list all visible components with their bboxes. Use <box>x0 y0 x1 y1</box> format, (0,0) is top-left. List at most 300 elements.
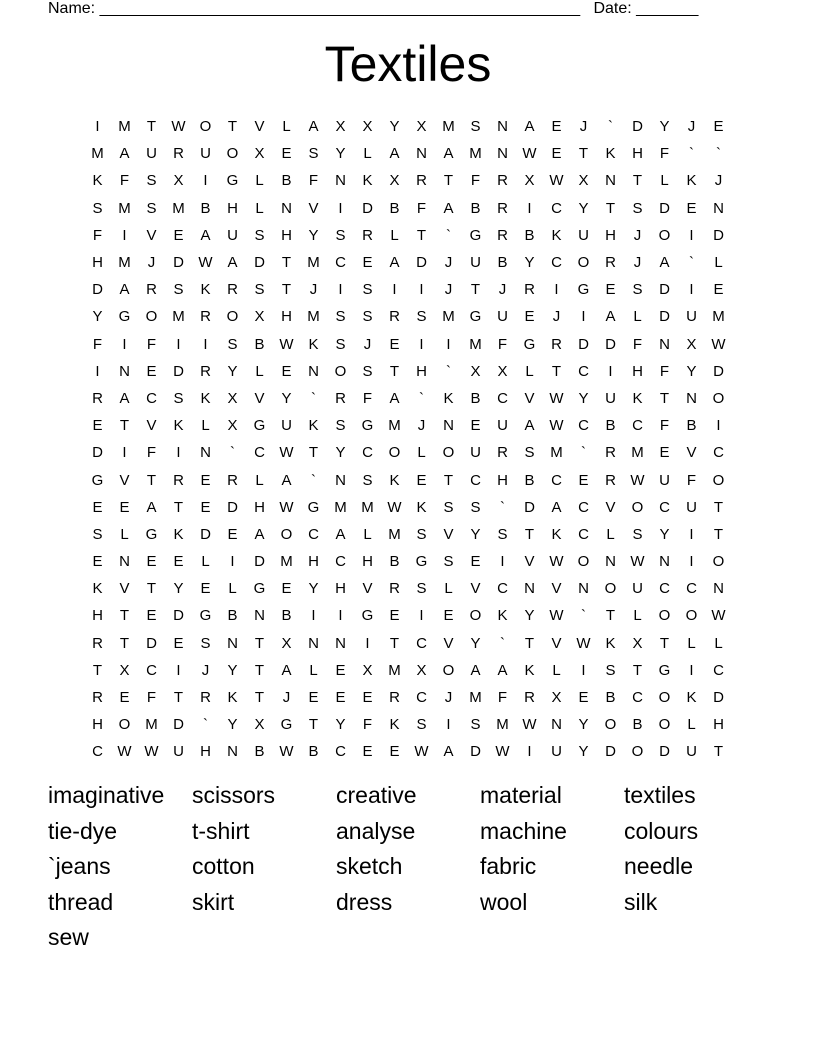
grid-letter: C <box>632 689 643 707</box>
grid-letter: M <box>712 308 725 326</box>
grid-letter: M <box>469 689 482 707</box>
grid-letter: D <box>659 743 670 761</box>
grid-letter: M <box>388 525 401 543</box>
grid-letter: S <box>470 498 481 516</box>
grid-letter: V <box>119 580 130 598</box>
grid-letter: K <box>686 172 697 190</box>
grid-letter: G <box>253 580 266 598</box>
grid-letter: E <box>686 199 697 217</box>
grid-letter: V <box>362 580 373 598</box>
grid-letter: E <box>551 118 562 136</box>
grid-letter: Y <box>524 254 535 272</box>
grid-letter: R <box>173 471 184 489</box>
grid-row <box>84 195 732 222</box>
grid-letter: N <box>308 362 319 380</box>
date-blank[interactable]: _______ <box>636 0 699 17</box>
grid-letter: D <box>470 743 481 761</box>
grid-letter: O <box>118 716 131 734</box>
grid-letter: Y <box>578 199 589 217</box>
grid-letter: Y <box>227 716 238 734</box>
grid-letter: B <box>686 417 697 435</box>
grid-letter: I <box>230 553 235 571</box>
grid-letter: M <box>496 716 509 734</box>
grid-letter: O <box>658 226 671 244</box>
grid-letter: O <box>280 525 293 543</box>
grid-letter: V <box>443 525 454 543</box>
grid-letter: O <box>199 118 212 136</box>
grid-letter: E <box>335 661 346 679</box>
grid-letter: R <box>389 689 400 707</box>
grid-letter: T <box>578 145 589 163</box>
grid-row <box>84 657 732 684</box>
grid-letter: K <box>551 525 562 543</box>
grid-letter: J <box>552 308 561 326</box>
grid-letter: A <box>254 525 265 543</box>
grid-letter: D <box>173 716 184 734</box>
grid-letter: L <box>282 118 291 136</box>
grid-letter: O <box>442 661 455 679</box>
word-bank-item: t-shirt <box>192 817 250 844</box>
grid-letter: L <box>390 226 399 244</box>
grid-letter: V <box>470 580 481 598</box>
grid-letter: W <box>711 607 726 625</box>
grid-letter: V <box>551 634 562 652</box>
grid-letter: A <box>119 281 130 299</box>
grid-letter: C <box>659 580 670 598</box>
word-bank-item: textiles <box>624 782 696 808</box>
grid-letter: R <box>497 444 508 462</box>
grid-letter: N <box>335 172 346 190</box>
grid-letter: W <box>495 743 510 761</box>
grid-letter: M <box>172 199 185 217</box>
grid-letter: E <box>92 553 103 571</box>
grid-letter: L <box>714 254 723 272</box>
grid-letter: O <box>631 743 644 761</box>
grid-letter: L <box>444 580 453 598</box>
grid-letter: T <box>119 417 130 435</box>
grid-letter: C <box>551 199 562 217</box>
grid-letter: A <box>470 661 481 679</box>
grid-letter: I <box>203 172 208 190</box>
grid-letter: A <box>389 389 400 407</box>
grid-letter: A <box>389 145 400 163</box>
grid-letter: F <box>362 389 373 407</box>
grid-letter: T <box>146 471 157 489</box>
grid-letter: Y <box>308 580 319 598</box>
grid-letter: A <box>308 118 319 136</box>
grid-letter: J <box>282 689 291 707</box>
grid-letter: S <box>416 308 427 326</box>
grid-letter: M <box>91 145 104 163</box>
grid-letter: T <box>173 689 184 707</box>
grid-row <box>84 602 732 629</box>
grid-letter: C <box>713 661 724 679</box>
grid-letter: T <box>659 389 670 407</box>
grid-letter: S <box>470 118 481 136</box>
grid-letter: E <box>713 118 724 136</box>
grid-letter: D <box>173 607 184 625</box>
grid-letter: D <box>524 498 535 516</box>
grid-letter: M <box>388 417 401 435</box>
grid-letter: I <box>203 335 208 353</box>
grid-letter: L <box>363 525 372 543</box>
grid-letter: O <box>604 716 617 734</box>
grid-letter: E <box>281 362 292 380</box>
grid-letter: I <box>581 661 586 679</box>
grid-letter: X <box>497 362 508 380</box>
grid-letter: C <box>551 471 562 489</box>
grid-letter: J <box>417 417 426 435</box>
grid-letter: C <box>146 389 157 407</box>
grid-letter: L <box>201 553 210 571</box>
grid-letter: C <box>416 689 427 707</box>
grid-letter: I <box>419 335 424 353</box>
grid-letter: U <box>470 254 481 272</box>
grid-letter: E <box>605 281 616 299</box>
grid-letter: T <box>389 362 400 380</box>
grid-letter: R <box>605 254 616 272</box>
grid-letter: S <box>362 362 373 380</box>
grid-letter: E <box>470 417 481 435</box>
name-blank[interactable]: ______________________________________________________ <box>99 0 581 17</box>
grid-letter: K <box>227 689 238 707</box>
grid-letter: Y <box>335 716 346 734</box>
grid-letter: W <box>279 743 294 761</box>
grid-letter: N <box>605 172 616 190</box>
grid-letter: R <box>200 308 211 326</box>
grid-letter: R <box>497 172 508 190</box>
grid-letter: N <box>335 471 346 489</box>
grid-letter: W <box>630 471 645 489</box>
grid-letter: Y <box>524 607 535 625</box>
grid-letter: ` <box>446 226 451 244</box>
grid-letter: S <box>632 199 643 217</box>
grid-letter: B <box>632 716 643 734</box>
word-bank-item: silk <box>624 888 658 915</box>
grid-letter: M <box>118 199 131 217</box>
grid-letter: N <box>524 580 535 598</box>
grid-letter: B <box>389 199 400 217</box>
grid-letter: ` <box>230 444 235 462</box>
grid-letter: ` <box>500 498 505 516</box>
grid-letter: V <box>146 226 157 244</box>
grid-letter: S <box>173 389 184 407</box>
grid-letter: J <box>579 118 588 136</box>
grid-letter: S <box>92 199 103 217</box>
grid-letter: C <box>659 498 670 516</box>
grid-letter: N <box>308 634 319 652</box>
grid-letter: E <box>713 281 724 299</box>
grid-letter: X <box>524 172 535 190</box>
grid-letter: T <box>173 498 184 516</box>
grid-letter: E <box>281 580 292 598</box>
grid-letter: G <box>523 335 536 353</box>
grid-letter: I <box>446 716 451 734</box>
grid-letter: W <box>171 118 186 136</box>
word-bank-item: creative <box>336 782 417 808</box>
grid-letter: V <box>524 389 535 407</box>
grid-letter: ` <box>581 607 586 625</box>
grid-letter: ` <box>581 444 586 462</box>
word-bank-item: analyse <box>336 817 416 844</box>
grid-letter: E <box>362 743 373 761</box>
grid-letter: G <box>361 607 374 625</box>
grid-letter: R <box>605 444 616 462</box>
grid-letter: C <box>308 525 319 543</box>
grid-letter: T <box>146 118 157 136</box>
grid-letter: W <box>279 498 294 516</box>
grid-letter: S <box>362 281 373 299</box>
grid-letter: U <box>200 145 211 163</box>
grid-letter: W <box>630 553 645 571</box>
grid-letter: B <box>389 553 400 571</box>
grid-letter: O <box>334 362 347 380</box>
grid-letter: U <box>470 444 481 462</box>
grid-letter: ` <box>500 634 505 652</box>
word-bank-item: sew <box>48 924 89 950</box>
word-bank-item: sketch <box>336 853 403 879</box>
grid-letter: D <box>146 634 157 652</box>
grid-letter: R <box>200 362 211 380</box>
grid-letter: B <box>281 172 292 190</box>
grid-letter: X <box>686 335 697 353</box>
grid-letter: E <box>200 580 211 598</box>
grid-letter: S <box>362 471 373 489</box>
grid-letter: W <box>279 335 294 353</box>
grid-letter: B <box>605 689 616 707</box>
grid-letter: Y <box>227 661 238 679</box>
grid-letter: T <box>713 525 724 543</box>
grid-letter: W <box>549 172 564 190</box>
grid-letter: R <box>362 226 373 244</box>
grid-letter: H <box>713 716 724 734</box>
grid-letter: A <box>200 226 211 244</box>
grid-letter: A <box>227 254 238 272</box>
grid-letter: S <box>308 145 319 163</box>
grid-letter: I <box>122 444 127 462</box>
grid-letter: I <box>608 362 613 380</box>
grid-letter: S <box>497 525 508 543</box>
grid-letter: H <box>200 743 211 761</box>
grid-letter: E <box>173 634 184 652</box>
word-bank-item: scissors <box>192 782 276 808</box>
grid-letter: E <box>389 607 400 625</box>
grid-letter: I <box>689 281 694 299</box>
grid-letter: I <box>122 226 127 244</box>
grid-letter: K <box>524 661 535 679</box>
grid-letter: M <box>307 254 320 272</box>
grid-letter: A <box>443 199 454 217</box>
grid-letter: R <box>173 145 184 163</box>
grid-letter: X <box>470 362 481 380</box>
grid-letter: R <box>227 281 238 299</box>
grid-letter: L <box>255 172 264 190</box>
grid-letter: I <box>95 362 100 380</box>
grid-letter: C <box>578 498 589 516</box>
grid-letter: A <box>146 498 157 516</box>
grid-letter: K <box>92 172 103 190</box>
grid-letter: A <box>119 389 130 407</box>
grid-letter: H <box>497 471 508 489</box>
grid-letter: N <box>416 145 427 163</box>
grid-letter: ` <box>311 389 316 407</box>
grid-letter: S <box>335 335 346 353</box>
grid-letter: R <box>92 689 103 707</box>
grid-letter: O <box>712 471 725 489</box>
grid-letter: L <box>714 634 723 652</box>
grid-letter: G <box>469 308 482 326</box>
grid-letter: S <box>146 172 157 190</box>
grid-letter: E <box>146 362 157 380</box>
grid-letter: S <box>416 525 427 543</box>
grid-letter: E <box>308 689 319 707</box>
grid-letter: W <box>549 417 564 435</box>
grid-letter: A <box>659 254 670 272</box>
word-bank-item: fabric <box>480 853 537 879</box>
grid-row <box>84 548 732 575</box>
grid-letter: R <box>335 389 346 407</box>
grid-letter: A <box>281 471 292 489</box>
grid-letter: C <box>551 254 562 272</box>
grid-letter: C <box>578 417 589 435</box>
grid-letter: Y <box>686 362 697 380</box>
grid-letter: S <box>362 308 373 326</box>
grid-letter: ` <box>203 716 208 734</box>
word-bank-item: `jeans <box>48 853 111 879</box>
grid-letter: O <box>712 553 725 571</box>
grid-letter: C <box>713 444 724 462</box>
grid-letter: C <box>578 525 589 543</box>
grid-letter: I <box>122 335 127 353</box>
grid-letter: T <box>713 743 724 761</box>
grid-letter: H <box>416 362 427 380</box>
grid-letter: E <box>119 689 130 707</box>
grid-letter: A <box>443 743 454 761</box>
grid-letter: W <box>387 498 402 516</box>
grid-letter: X <box>335 118 346 136</box>
grid-letter: E <box>416 471 427 489</box>
grid-letter: W <box>522 145 537 163</box>
grid-letter: Y <box>578 716 589 734</box>
grid-letter: F <box>146 689 157 707</box>
grid-letter: T <box>605 607 616 625</box>
grid-letter: H <box>281 226 292 244</box>
grid-letter: D <box>227 498 238 516</box>
grid-letter: L <box>687 716 696 734</box>
grid-letter: M <box>118 118 131 136</box>
grid-letter: R <box>524 689 535 707</box>
grid-letter: X <box>227 389 238 407</box>
grid-letter: B <box>281 607 292 625</box>
grid-letter: I <box>311 607 316 625</box>
grid-letter: X <box>254 308 265 326</box>
grid-letter: F <box>119 172 130 190</box>
grid-letter: X <box>362 661 373 679</box>
grid-letter: E <box>524 308 535 326</box>
grid-letter: K <box>92 580 103 598</box>
grid-letter: G <box>307 498 320 516</box>
grid-letter: K <box>173 525 184 543</box>
grid-letter: G <box>658 661 671 679</box>
grid-letter: I <box>338 199 343 217</box>
grid-letter: C <box>254 444 265 462</box>
grid-letter: D <box>659 308 670 326</box>
grid-letter: S <box>416 580 427 598</box>
grid-letter: J <box>444 281 453 299</box>
grid-letter: C <box>470 471 481 489</box>
grid-letter: O <box>658 716 671 734</box>
grid-letter: T <box>551 362 562 380</box>
grid-letter: A <box>389 254 400 272</box>
grid-letter: U <box>578 226 589 244</box>
grid-letter: T <box>281 254 292 272</box>
grid-letter: I <box>95 118 100 136</box>
grid-letter: E <box>92 498 103 516</box>
grid-letter: T <box>524 525 535 543</box>
grid-letter: T <box>713 498 724 516</box>
grid-letter: T <box>119 607 130 625</box>
grid-letter: S <box>443 498 454 516</box>
grid-letter: G <box>361 417 374 435</box>
grid-letter: W <box>549 607 564 625</box>
grid-letter: S <box>200 634 211 652</box>
grid-letter: T <box>443 471 454 489</box>
grid-letter: F <box>146 335 157 353</box>
word-bank-item: dress <box>336 888 393 915</box>
grid-letter: B <box>470 199 481 217</box>
grid-letter: K <box>686 689 697 707</box>
grid-letter: V <box>443 634 454 652</box>
grid-row <box>84 684 732 711</box>
grid-letter: X <box>416 118 427 136</box>
grid-letter: N <box>119 362 130 380</box>
grid-letter: X <box>362 118 373 136</box>
grid-letter: I <box>527 743 532 761</box>
grid-letter: D <box>659 199 670 217</box>
grid-letter: E <box>578 471 589 489</box>
grid-letter: Y <box>173 580 184 598</box>
grid-letter: K <box>551 226 562 244</box>
grid-letter: M <box>442 308 455 326</box>
grid-letter: B <box>254 743 265 761</box>
grid-row <box>84 303 732 330</box>
grid-letter: Y <box>470 525 481 543</box>
grid-letter: I <box>419 281 424 299</box>
grid-letter: L <box>633 308 642 326</box>
grid-letter: B <box>227 607 238 625</box>
grid-letter: L <box>606 525 615 543</box>
grid-row <box>84 466 732 493</box>
grid-letter: G <box>91 471 104 489</box>
grid-letter: M <box>631 444 644 462</box>
grid-letter: W <box>711 335 726 353</box>
grid-letter: R <box>605 471 616 489</box>
grid-letter: W <box>549 553 564 571</box>
grid-letter: O <box>145 308 158 326</box>
grid-letter: X <box>254 716 265 734</box>
grid-letter: A <box>605 308 616 326</box>
grid-letter: S <box>92 525 103 543</box>
grid-letter: T <box>92 661 103 679</box>
grid-letter: N <box>713 580 724 598</box>
grid-letter: B <box>497 254 508 272</box>
grid-letter: T <box>227 118 238 136</box>
grid-letter: D <box>416 254 427 272</box>
grid-letter: J <box>714 172 723 190</box>
grid-letter: H <box>605 226 616 244</box>
grid-letter: E <box>389 743 400 761</box>
word-bank-item: machine <box>480 817 567 844</box>
